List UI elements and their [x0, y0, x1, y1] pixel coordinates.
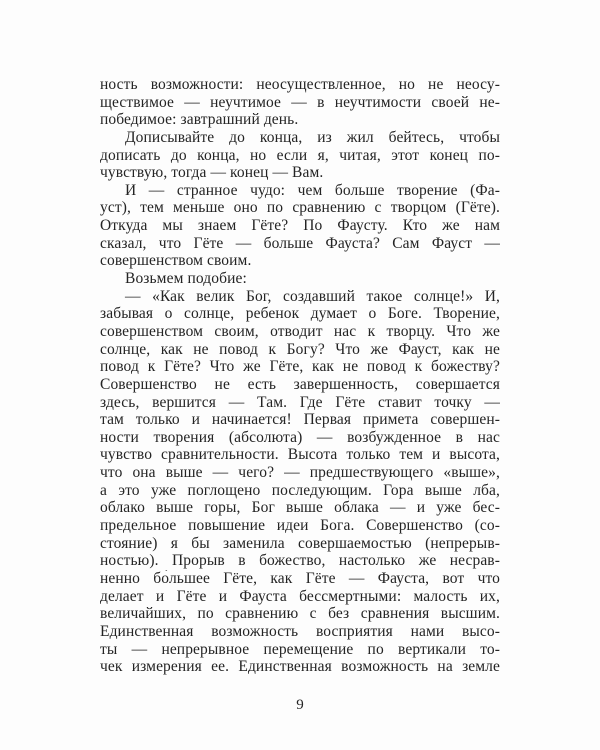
text-line: Дописывайте до конца, из жил бейтесь, чтобы: [125, 128, 500, 146]
text-line: делает и Гёте и Фауста бессмертными: малость их,: [100, 587, 500, 605]
text-line: чек измерения ее. Единственная возможность на земле: [100, 658, 500, 676]
text-line: чувство сравнительности. Высота только тем и высота,: [100, 446, 500, 464]
text-line: Возьмем подобие:: [125, 270, 247, 288]
page-number: 9: [296, 697, 304, 713]
text-line: Совершенство не есть завершенность, совершается: [100, 375, 500, 393]
text-line: совершенством своим.: [100, 252, 252, 270]
text-line: предельное повышение идеи Бога. Совершенство (со-: [100, 517, 500, 535]
text-line: Единственная возможность восприятия нами высо-: [100, 622, 500, 640]
text-line: что она выше — чего? — предшествующего «выше»,: [100, 464, 500, 482]
text-line: солнце, как не повод к Богу? Что же Фауст, как не: [100, 340, 500, 358]
text-line: — «Как велик Бог, создавший такое солнце!» И,: [125, 287, 500, 305]
text-line: победимое: завтрашний день.: [100, 111, 299, 129]
text-line: сказал, что Гёте — больше Фауста? Сам Фауст —: [100, 234, 500, 252]
text-line: ты — непрерывное перемещение по вертикали то-: [100, 640, 500, 658]
text-line: величайших, по сравнению с без сравнения высшим.: [100, 605, 500, 623]
page-text: [100, 76, 500, 676]
text-line: ненно бо́льшее Гёте, как Гёте — Фауста, вот что: [100, 569, 500, 587]
text-line: там только и начинается! Первая примета совершен-: [100, 411, 500, 429]
text-line: И — странное чудо: чем больше творение (Фа-: [125, 181, 500, 199]
text-line: облако выше горы, Бог выше облака — и уже бес-: [100, 499, 500, 517]
text-line: повод к Гёте? Что же Гёте, как не повод к божеству?: [100, 358, 500, 376]
text-line: ность возможности: неосуществленное, но не неосу-: [100, 76, 500, 93]
text-line: а это уже поглощено последующим. Гора выше лба,: [100, 481, 500, 499]
text-line: дописать до конца, но если я, читая, этот конец по-: [100, 146, 500, 164]
text-line: стояние) я бы заменила совершаемостью (непрерыв-: [100, 534, 500, 552]
text-line: ности творения (абсолюта) — возбужденное в нас: [100, 428, 500, 446]
text-line: чувствую, тогда — конец — Вам.: [100, 164, 324, 182]
text-line: ностью). Прорыв в божество, настолько же несрав-: [100, 552, 500, 570]
text-line: забывая о солнце, ребенок думает о Боге. Творение,: [100, 305, 500, 323]
text-line: уст), тем меньше оно по сравнению с творцом (Гёте).: [100, 199, 500, 217]
text-line: ществимое — неучтимое — в неучтимости своей не-: [100, 93, 500, 111]
text-line: Откуда мы знаем Гёте? По Фаусту. Кто же нам: [100, 217, 500, 235]
text-line: здесь, вершится — Там. Где Гёте ставит точку —: [100, 393, 500, 411]
text-line: совершенством своим, отводит нас к творцу. Что же: [100, 322, 500, 340]
